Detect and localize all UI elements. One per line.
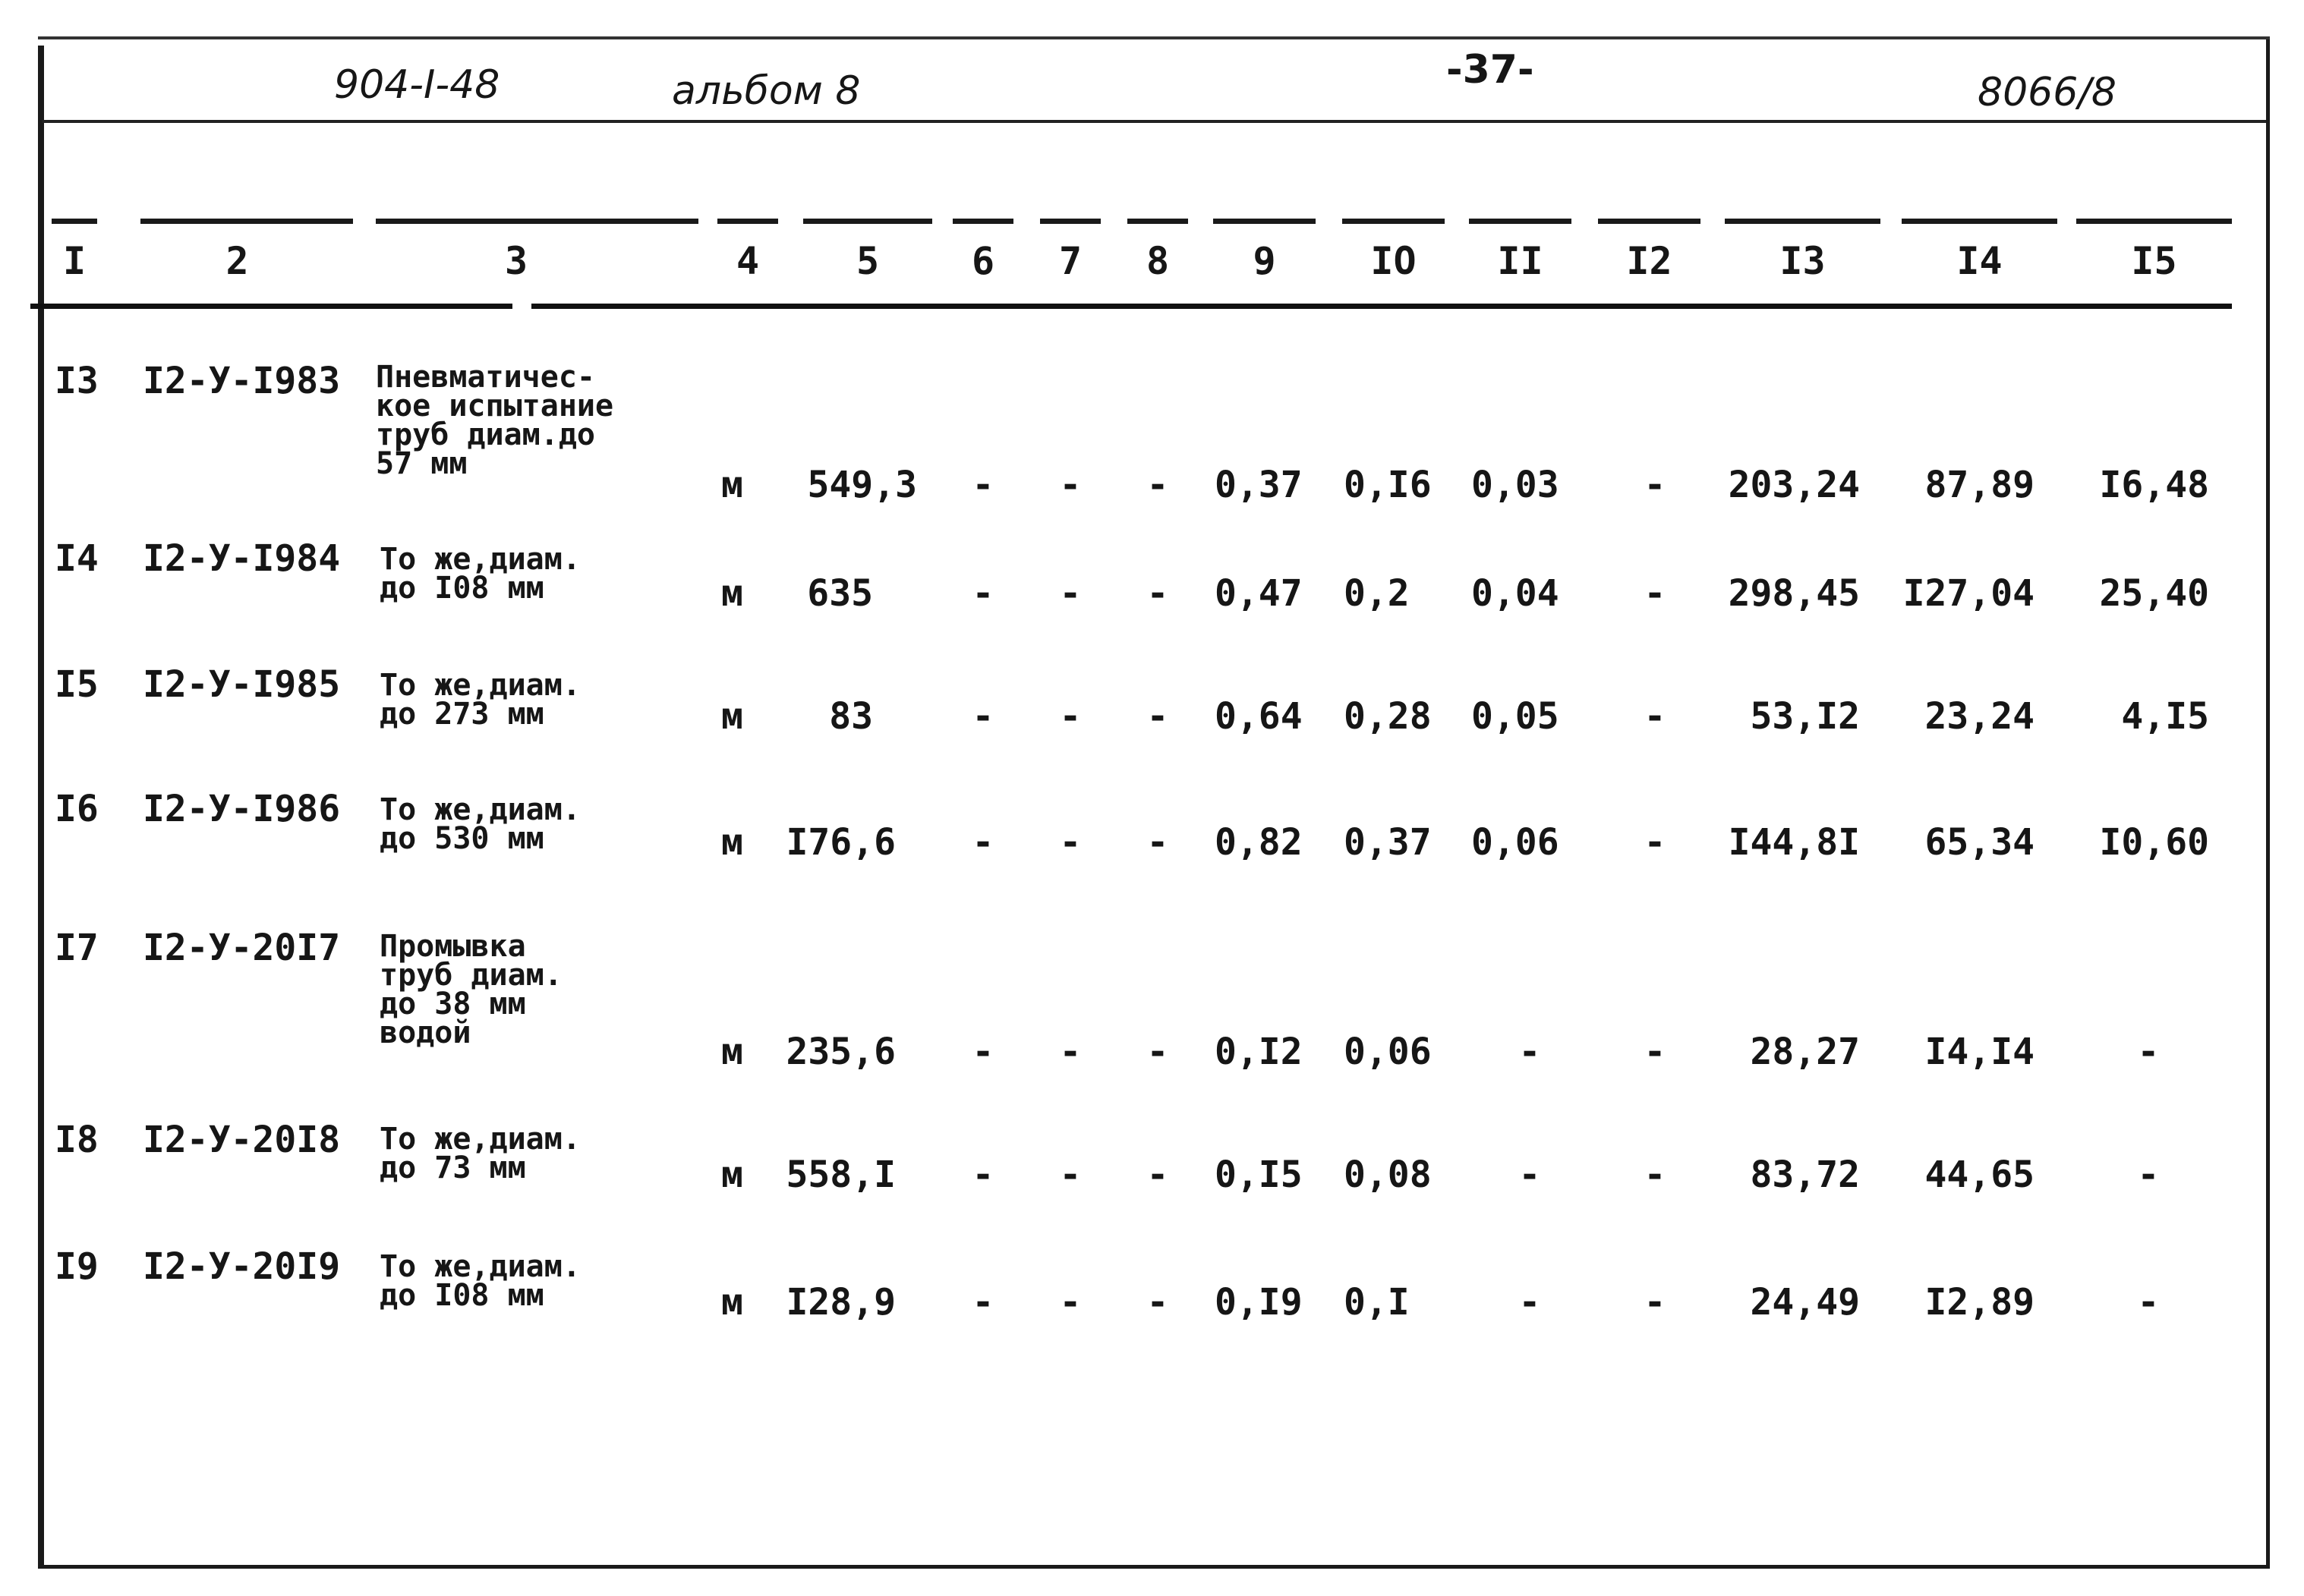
row-number: I8 bbox=[55, 1119, 99, 1161]
row-col15: I0,60 bbox=[2099, 821, 2209, 864]
row-col9: 0,82 bbox=[1215, 821, 1303, 864]
row-col13: 24,49 bbox=[1750, 1281, 1860, 1324]
row-col15: - bbox=[2137, 1154, 2160, 1196]
col-bar bbox=[803, 219, 932, 224]
row-col12: - bbox=[1644, 464, 1666, 506]
row-description: То же,диам. до 273 мм bbox=[380, 668, 581, 732]
row-col8: - bbox=[1146, 1281, 1169, 1324]
row-col7: - bbox=[1059, 464, 1082, 506]
row-number: I9 bbox=[55, 1245, 99, 1288]
inventory-number: 8066/8 bbox=[1978, 70, 2116, 115]
row-col11: 0,05 bbox=[1471, 695, 1559, 738]
col-header-4: 4 bbox=[736, 239, 760, 283]
row-col10: 0,I bbox=[1344, 1281, 1410, 1324]
row-col6: - bbox=[972, 695, 994, 738]
col-bar bbox=[1469, 219, 1571, 224]
row-col14: I2,89 bbox=[1924, 1281, 2035, 1324]
col-header-2: 2 bbox=[225, 239, 249, 283]
col-header-14: I4 bbox=[1956, 239, 2003, 283]
row-number: I3 bbox=[55, 360, 99, 402]
row-col12: - bbox=[1644, 695, 1666, 738]
row-description: Промывка труб диам. до 38 мм водой bbox=[380, 929, 563, 1050]
frame-right-border bbox=[2266, 39, 2270, 1565]
col-header-9: 9 bbox=[1253, 239, 1276, 283]
row-col13: 298,45 bbox=[1728, 572, 1860, 615]
row-col9: 0,I9 bbox=[1215, 1281, 1303, 1324]
col-bar bbox=[1040, 219, 1101, 224]
row-code: I2-У-I985 bbox=[143, 663, 341, 706]
row-quantity: I28,9 bbox=[786, 1281, 896, 1324]
row-col6: - bbox=[972, 1031, 994, 1073]
col-header-5: 5 bbox=[856, 239, 880, 283]
row-unit: м bbox=[721, 572, 743, 615]
col-header-7: 7 bbox=[1058, 239, 1083, 283]
row-col14: 44,65 bbox=[1924, 1154, 2035, 1196]
row-col14: I27,04 bbox=[1902, 572, 2035, 615]
row-description: То же,диам. до 530 мм bbox=[380, 792, 581, 856]
row-quantity: 558,I bbox=[786, 1154, 896, 1196]
row-col9: 0,I5 bbox=[1215, 1154, 1303, 1196]
col-header-3: 3 bbox=[504, 239, 528, 283]
row-col11: - bbox=[1518, 1281, 1541, 1324]
album-label: альбом 8 bbox=[672, 68, 861, 114]
row-col7: - bbox=[1059, 572, 1082, 615]
row-unit: м bbox=[721, 1281, 743, 1324]
row-col12: - bbox=[1644, 1031, 1666, 1073]
row-col9: 0,I2 bbox=[1215, 1031, 1303, 1073]
row-quantity: I76,6 bbox=[786, 821, 896, 864]
col-header-11: II bbox=[1497, 239, 1543, 283]
header-underline-left bbox=[30, 304, 512, 309]
row-col7: - bbox=[1059, 1154, 1082, 1196]
row-col15: 25,40 bbox=[2099, 572, 2209, 615]
row-col8: - bbox=[1146, 572, 1169, 615]
row-col8: - bbox=[1146, 695, 1169, 738]
row-col14: 65,34 bbox=[1924, 821, 2035, 864]
row-number: I6 bbox=[55, 788, 99, 830]
row-col10: 0,06 bbox=[1344, 1031, 1432, 1073]
col-bar bbox=[52, 219, 97, 224]
row-code: I2-У-I983 bbox=[143, 360, 341, 402]
col-header-8: 8 bbox=[1146, 239, 1170, 283]
frame-top-border bbox=[38, 36, 2270, 39]
col-bar bbox=[1213, 219, 1316, 224]
row-quantity: 635 bbox=[807, 572, 873, 615]
row-description: То же,диам. до 73 мм bbox=[380, 1122, 581, 1185]
col-bar bbox=[1127, 219, 1188, 224]
row-col10: 0,08 bbox=[1344, 1154, 1432, 1196]
row-number: I5 bbox=[55, 663, 99, 706]
row-col15: - bbox=[2137, 1281, 2160, 1324]
row-description: Пневматичес- кое испытание труб диам.до 57 мм bbox=[376, 360, 614, 481]
row-description: То же,диам. до I08 мм bbox=[380, 542, 581, 606]
col-bar bbox=[953, 219, 1013, 224]
row-col6: - bbox=[972, 572, 994, 615]
row-col7: - bbox=[1059, 1281, 1082, 1324]
frame-left-border bbox=[38, 46, 44, 1567]
row-unit: м bbox=[721, 1031, 743, 1073]
header-rule bbox=[42, 120, 2266, 123]
col-header-1: I bbox=[62, 239, 87, 283]
row-col10: 0,28 bbox=[1344, 695, 1432, 738]
row-code: I2-У-I984 bbox=[143, 537, 341, 580]
row-col10: 0,I6 bbox=[1344, 464, 1432, 506]
row-col8: - bbox=[1146, 1031, 1169, 1073]
row-col9: 0,47 bbox=[1215, 572, 1303, 615]
row-code: I2-У-20I7 bbox=[143, 927, 341, 969]
col-bar bbox=[1725, 219, 1880, 224]
row-col9: 0,64 bbox=[1215, 695, 1303, 738]
row-col7: - bbox=[1059, 821, 1082, 864]
col-bar bbox=[1342, 219, 1445, 224]
row-unit: м bbox=[721, 821, 743, 864]
row-col6: - bbox=[972, 1281, 994, 1324]
row-col10: 0,37 bbox=[1344, 821, 1432, 864]
row-code: I2-У-20I8 bbox=[143, 1119, 341, 1161]
row-code: I2-У-I986 bbox=[143, 788, 341, 830]
frame-bottom-border bbox=[38, 1565, 2270, 1569]
row-col13: I44,8I bbox=[1728, 821, 1860, 864]
row-col11: - bbox=[1518, 1154, 1541, 1196]
col-header-10: IO bbox=[1370, 239, 1417, 283]
col-bar bbox=[376, 219, 698, 224]
row-col12: - bbox=[1644, 1154, 1666, 1196]
row-unit: м bbox=[721, 695, 743, 738]
row-col6: - bbox=[972, 1154, 994, 1196]
row-col12: - bbox=[1644, 821, 1666, 864]
col-header-6: 6 bbox=[971, 239, 995, 283]
row-number: I4 bbox=[55, 537, 99, 580]
row-col13: 203,24 bbox=[1728, 464, 1860, 506]
page-number: -37- bbox=[1446, 47, 1534, 93]
row-col15: - bbox=[2137, 1031, 2160, 1073]
row-col6: - bbox=[972, 464, 994, 506]
row-quantity: 235,6 bbox=[786, 1031, 896, 1073]
col-header-15: I5 bbox=[2131, 239, 2177, 283]
col-bar bbox=[1902, 219, 2057, 224]
row-quantity: 549,3 bbox=[807, 464, 917, 506]
row-col11: - bbox=[1518, 1031, 1541, 1073]
header-underline-right bbox=[531, 304, 2232, 309]
row-col11: 0,03 bbox=[1471, 464, 1559, 506]
row-col15: I6,48 bbox=[2099, 464, 2209, 506]
row-col6: - bbox=[972, 821, 994, 864]
row-unit: м bbox=[721, 1154, 743, 1196]
row-col14: 23,24 bbox=[1924, 695, 2035, 738]
row-col14: 87,89 bbox=[1924, 464, 2035, 506]
row-col8: - bbox=[1146, 464, 1169, 506]
row-unit: м bbox=[721, 464, 743, 506]
row-code: I2-У-20I9 bbox=[143, 1245, 341, 1288]
row-col11: 0,04 bbox=[1471, 572, 1559, 615]
col-header-12: I2 bbox=[1626, 239, 1672, 283]
row-col7: - bbox=[1059, 1031, 1082, 1073]
row-col13: 28,27 bbox=[1750, 1031, 1860, 1073]
row-col10: 0,2 bbox=[1344, 572, 1410, 615]
row-col14: I4,I4 bbox=[1924, 1031, 2035, 1073]
row-description: То же,диам. до I08 мм bbox=[380, 1249, 581, 1313]
col-bar bbox=[717, 219, 778, 224]
row-col12: - bbox=[1644, 572, 1666, 615]
row-col12: - bbox=[1644, 1281, 1666, 1324]
col-header-13: I3 bbox=[1779, 239, 1826, 283]
col-bar bbox=[1598, 219, 1700, 224]
row-col11: 0,06 bbox=[1471, 821, 1559, 864]
row-col8: - bbox=[1146, 821, 1169, 864]
row-quantity: 83 bbox=[829, 695, 873, 738]
row-col8: - bbox=[1146, 1154, 1169, 1196]
row-col15: 4,I5 bbox=[2121, 695, 2209, 738]
col-bar bbox=[2076, 219, 2232, 224]
col-bar bbox=[140, 219, 353, 224]
row-col13: 53,I2 bbox=[1750, 695, 1860, 738]
doc-code: 904-I-48 bbox=[334, 62, 500, 108]
row-col7: - bbox=[1059, 695, 1082, 738]
row-number: I7 bbox=[55, 927, 99, 969]
row-col9: 0,37 bbox=[1215, 464, 1303, 506]
row-col13: 83,72 bbox=[1750, 1154, 1860, 1196]
